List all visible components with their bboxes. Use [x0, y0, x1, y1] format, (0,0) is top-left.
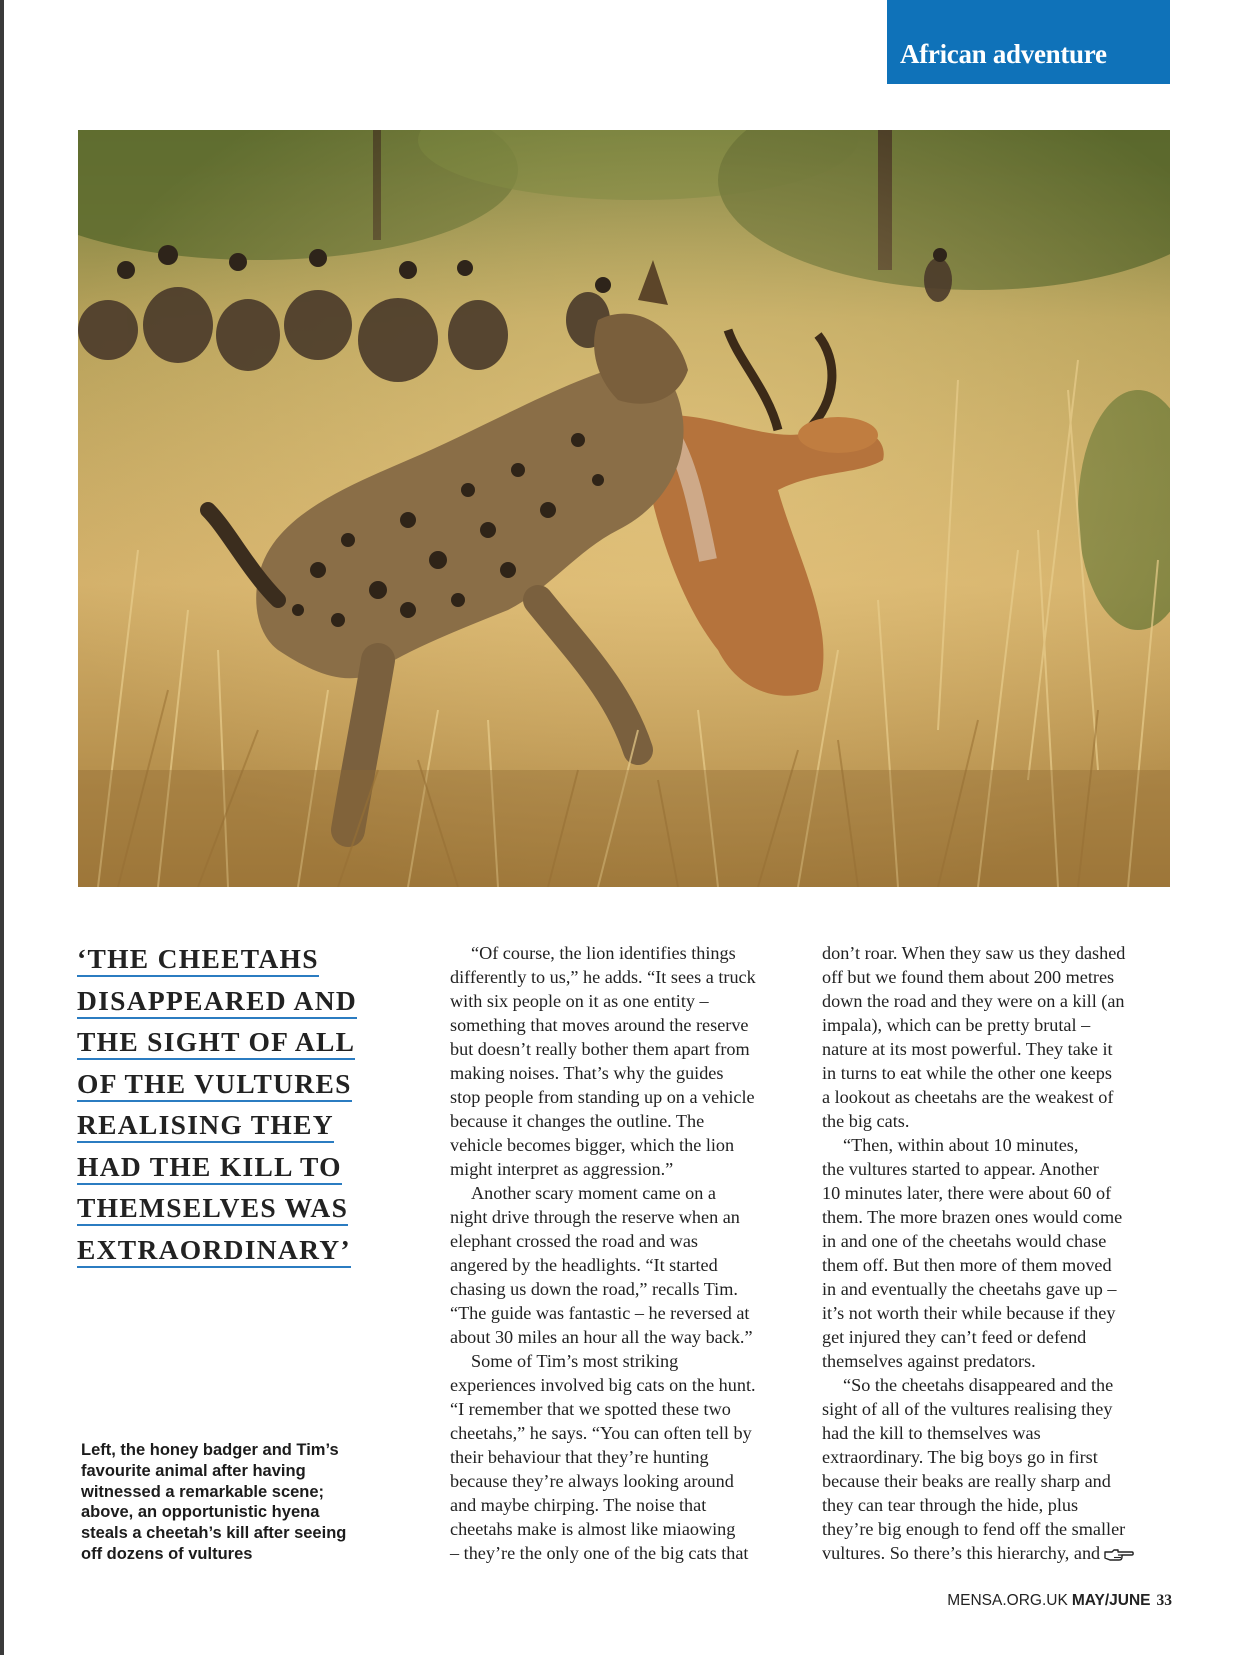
- body-line: 10 minutes later, there were about 60 of: [822, 1183, 1112, 1203]
- caption-line: witnessed a remarkable scene;: [81, 1482, 325, 1501]
- body-line: stop people from standing up on a vehicle: [450, 1087, 755, 1107]
- pull-quote-line: ‘THE CHEETAHS: [77, 942, 319, 977]
- body-line: the vultures started to appear. Another: [822, 1159, 1099, 1179]
- body-line: down the road and they were on a kill (an: [822, 991, 1125, 1011]
- body-line: they can tear through the hide, plus: [822, 1495, 1079, 1515]
- body-line: “The guide was fantastic – he reversed at: [450, 1303, 750, 1323]
- page-footer: [947, 1592, 1172, 1610]
- body-line: and maybe chirping. The noise that: [450, 1495, 707, 1515]
- body-line: get injured they can’t feed or defend: [822, 1327, 1087, 1347]
- caption-line: steals a cheetah’s kill after seeing: [81, 1524, 347, 1543]
- pull-quote-line: DISAPPEARED AND: [77, 984, 357, 1019]
- body-line: making noises. That’s why the guides: [450, 1063, 724, 1083]
- body-line: nature at its most powerful. They take it: [822, 1039, 1113, 1059]
- body-line: Another scary moment came on a: [471, 1183, 716, 1203]
- body-line: it’s not worth their while because if they: [822, 1303, 1116, 1323]
- pull-quote-line: EXTRAORDINARY’: [77, 1233, 351, 1268]
- pull-quote-line: THEMSELVES WAS: [77, 1191, 348, 1226]
- body-line: elephant crossed the road and was: [450, 1231, 698, 1251]
- body-line: cheetahs,” he says. “You can often tell by: [450, 1423, 752, 1443]
- body-column-3: [822, 941, 1172, 1565]
- page-edge-shadow: [0, 0, 4, 1655]
- body-line: experiences involved big cats on the hunt.: [450, 1375, 756, 1395]
- body-line: angered by the headlights. “It started: [450, 1255, 718, 1275]
- body-line: vehicle becomes bigger, which the lion: [450, 1135, 735, 1155]
- pointing-hand-icon: [1104, 1549, 1134, 1561]
- body-line: in and eventually the cheetahs gave up –: [822, 1279, 1117, 1299]
- body-line-text: vultures. So there’s this hierarchy, and: [822, 1543, 1101, 1563]
- caption-line: Left, the honey badger and Tim’s: [81, 1441, 339, 1459]
- body-line: about 30 miles an hour all the way back.”: [450, 1327, 753, 1347]
- body-line: night drive through the reserve when an: [450, 1207, 740, 1227]
- body-line: chasing us down the road,” recalls Tim.: [450, 1279, 738, 1299]
- body-line: off but we found them about 200 metres: [822, 967, 1115, 987]
- body-line: cheetahs make is almost like miaowing: [450, 1519, 736, 1539]
- body-line: they’re big enough to fend off the smaller: [822, 1519, 1126, 1539]
- body-line: with six people on it as one entity –: [450, 991, 709, 1011]
- footer-issue: MAY/JUNE: [1071, 1592, 1151, 1609]
- body-line: Some of Tim’s most striking: [471, 1351, 679, 1371]
- pull-quote-line: THE SIGHT OF ALL: [77, 1025, 355, 1060]
- body-line: “I remember that we spotted these two: [450, 1399, 731, 1419]
- footer-site: MENSA.ORG.UK: [947, 1592, 1068, 1609]
- body-line: because their beaks are really sharp and: [822, 1471, 1111, 1491]
- body-line: “Of course, the lion identifies things: [471, 943, 736, 963]
- body-line: because they’re always looking around: [450, 1471, 734, 1491]
- body-line: them off. But then more of them moved: [822, 1255, 1112, 1275]
- page-number: 33: [1156, 1592, 1172, 1609]
- body-line: themselves against predators.: [822, 1351, 1036, 1371]
- body-column-2: [450, 941, 800, 1565]
- body-line: a lookout as cheetahs are the weakest of: [822, 1087, 1114, 1107]
- hyena-photo: [78, 130, 1170, 887]
- body-line-last: [822, 1541, 1172, 1565]
- pull-quote-line: HAD THE KILL TO: [77, 1150, 342, 1185]
- body-line: – they’re the only one of the big cats that: [450, 1543, 749, 1563]
- pull-quote: [77, 940, 397, 1272]
- body-line: impala), which can be pretty brutal –: [822, 1015, 1091, 1035]
- pull-quote-line: OF THE VULTURES: [77, 1067, 352, 1102]
- pull-quote-line: REALISING THEY: [77, 1108, 334, 1143]
- body-line: but doesn’t really bother them apart from: [450, 1039, 750, 1059]
- body-line: differently to us,” he adds. “It sees a truck: [450, 967, 756, 987]
- body-line: don’t roar. When they saw us they dashed: [822, 943, 1126, 963]
- body-line: extraordinary. The big boys go in first: [822, 1447, 1098, 1467]
- body-line: because it changes the outline. The: [450, 1111, 705, 1131]
- caption-line: above, an opportunistic hyena: [81, 1503, 320, 1522]
- caption-line: favourite animal after having: [81, 1461, 306, 1480]
- body-line: “So the cheetahs disappeared and the: [843, 1375, 1114, 1395]
- body-line: in and one of the cheetahs would chase: [822, 1231, 1107, 1251]
- body-line: them. The more brazen ones would come: [822, 1207, 1123, 1227]
- body-line: “Then, within about 10 minutes,: [843, 1135, 1079, 1155]
- body-line: the big cats.: [822, 1111, 910, 1131]
- caption-line: off dozens of vultures: [81, 1544, 253, 1563]
- body-line: had the kill to themselves was: [822, 1423, 1041, 1443]
- photo-caption: [81, 1440, 381, 1565]
- section-title: African adventure: [887, 0, 1170, 84]
- body-line: their behaviour that they’re hunting: [450, 1447, 709, 1467]
- body-line: something that moves around the reserve: [450, 1015, 749, 1035]
- body-line: in turns to eat while the other one keeps: [822, 1063, 1112, 1083]
- body-line: might interpret as aggression.”: [450, 1159, 674, 1179]
- body-line: sight of all of the vultures realising they: [822, 1399, 1113, 1419]
